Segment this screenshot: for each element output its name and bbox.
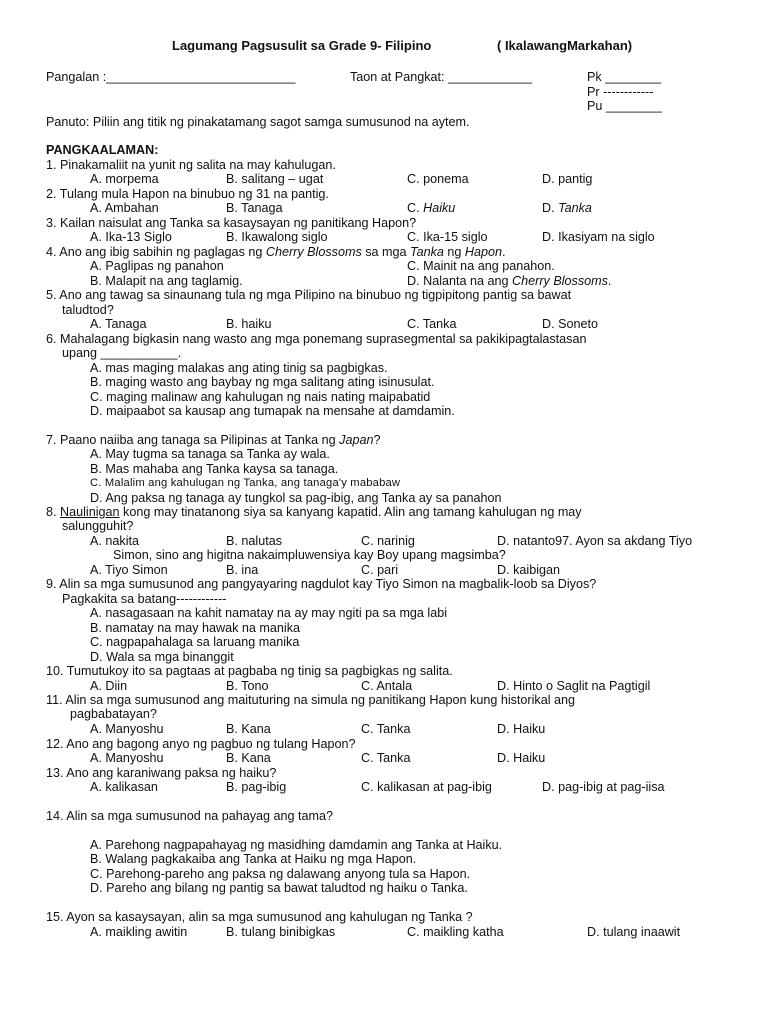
q3-choice-a: A. Ika-13 Siglo [90,230,172,244]
q3-choice-c: C. Ika-15 siglo [407,230,488,244]
question-2: 2. Tulang mula Hapon na binubuo ng 31 na pantig. [46,187,329,201]
q7-choice-c: C. Malalim ang kahulugan ng Tanka, ang tanaga'y mababaw [90,477,401,489]
q12-choice-a: A. Manyoshu [90,751,164,765]
question-15: 15. Ayon sa kasaysayan, alin sa mga sumusunod ang kahulugan ng Tanka ? [46,910,473,924]
q2-choice-c: C. Haiku [407,201,456,215]
question-7: 7. Paano naiiba ang tanaga sa Pilipinas at Tanka ng Japan? [46,433,381,447]
q9-choice-d: D. Wala sa mga binanggit [90,650,234,664]
tiyo-simon-choice-b: B. ina [226,563,259,577]
exam-title: Lagumang Pagsusulit sa Grade 9- Filipino [172,38,432,53]
q2-choice-b: B. Tanaga [226,201,283,215]
q14-choice-c: C. Parehong-pareho ang paksa ng dalawang anyong tula sa Hapon. [90,867,471,881]
question-8: 8. Naulinigan kong may tinatanong siya sa kanyang kapatid. Alin ang tamang kahulugan ng may [46,505,582,519]
q13-choice-b: B. pag-ibig [226,780,287,794]
tiyo-simon-question-cont: Simon, sino ang higitna nakaimpluwensiya kay Boy upang magsimba? [113,548,506,562]
tiyo-simon-choice-a: A. Tiyo Simon [90,563,168,577]
q7-choice-b: B. Mas mahaba ang Tanka kaysa sa tanaga. [90,462,339,476]
year-section-field: Taon at Pangkat: ____________ [350,70,533,84]
q6-choice-b: B. maging wasto ang baybay ng mga salitang ating isinusulat. [90,375,435,389]
tiyo-simon-choice-d: D. kaibigan [497,563,561,577]
q12-choice-b: B. Kana [226,751,271,765]
exam-quarter: ( IkalawangMarkahan) [497,38,633,53]
question-13: 13. Ano ang karaniwang paksa ng haiku? [46,766,277,780]
score-pu: Pu ________ [587,99,662,113]
question-9: 9. Alin sa mga sumusunod ang pangyayaring nagdulot kay Tiyo Simon na magbalik-loob sa Diyos? [46,577,597,591]
q8-choice-b: B. nalutas [226,534,283,548]
q9-choice-b: B. namatay na may hawak na manika [90,621,301,635]
q10-choice-a: A. Diin [90,679,128,693]
question-6-cont: upang ___________. [62,346,182,360]
question-9-cont: Pagkakita sa batang------------ [62,592,227,606]
q10-choice-d: D. Hinto o Saglit na Pagtigil [497,679,651,693]
q15-choice-d: D. tulang inaawit [587,925,681,939]
q15-choice-b: B. tulang binibigkas [226,925,336,939]
q12-choice-d: D. Haiku [497,751,546,765]
q11-choice-b: B. Kana [226,722,271,736]
question-3: 3. Kailan naisulat ang Tanka sa kasaysayan ng panitikang Hapon? [46,216,417,230]
q5-choice-b: B. haiku [226,317,272,331]
q5-choice-a: A. Tanaga [90,317,147,331]
question-1: 1. Pinakamaliit na yunit ng salita na may kahulugan. [46,158,336,172]
q10-choice-b: B. Tono [226,679,269,693]
score-pk: Pk ________ [587,70,662,84]
question-5-cont: taludtod? [62,303,114,317]
question-4: 4. Ano ang ibig sabihin ng paglagas ng Cherry Blossoms sa mga Tanka ng Hapon. [46,245,506,259]
q14-choice-b: B. Walang pagkakaiba ang Tanka at Haiku ng mga Hapon. [90,852,417,866]
q3-choice-b: B. Ikawalong siglo [226,230,328,244]
q1-choice-a: A. morpema [90,172,159,186]
q11-choice-c: C. Tanka [361,722,411,736]
question-14: 14. Alin sa mga sumusunod na pahayag ang tama? [46,809,334,823]
q6-choice-a: A. mas maging malakas ang ating tinig sa pagbigkas. [90,361,388,375]
q3-choice-d: D. Ikasiyam na siglo [542,230,655,244]
q4-choice-a: A. Paglipas ng panahon [90,259,224,273]
q1-choice-d: D. pantig [542,172,593,186]
name-field: Pangalan :___________________________ [46,70,296,84]
q10-choice-c: C. Antala [361,679,413,693]
tiyo-simon-choice-c: C. pari [361,563,399,577]
q7-choice-d: D. Ang paksa ng tanaga ay tungkol sa pag-ibig, ang Tanka ay sa panahon [90,491,502,505]
question-5: 5. Ano ang tawag sa sinaunang tula ng mga Pilipino na binubuo ng tigpipitong pantig sa bawat [46,288,572,302]
q4-choice-c: C. Mainit na ang panahon. [407,259,555,273]
q13-choice-d: D. pag-ibig at pag-iisa [542,780,665,794]
question-10: 10. Tumutukoy ito sa pagtaas at pagbaba ng tinig sa pagbigkas ng salita. [46,664,453,678]
q4-choice-d: D. Nalanta na ang Cherry Blossoms. [407,274,612,288]
q13-choice-c: C. kalikasan at pag-ibig [361,780,492,794]
q2-choice-a: A. Ambahan [90,201,159,215]
q8-choice-a: A. nakita [90,534,140,548]
question-11: 11. Alin sa mga sumusunod ang maituturing na simula ng panitikang Hapon kung historikal ang [46,693,576,707]
q1-choice-c: C. ponema [407,172,469,186]
q5-choice-c: C. Tanka [407,317,457,331]
score-pr: Pr ------------ [587,85,654,99]
q9-choice-a: A. nasagasaan na kahit namatay na ay may ngiti pa sa mga labi [90,606,448,620]
q8-choice-c: C. narinig [361,534,415,548]
question-12: 12. Ano ang bagong anyo ng pagbuo ng tulang Hapon? [46,737,356,751]
q5-choice-d: D. Soneto [542,317,599,331]
section-title: PANGKAALAMAN: [46,143,159,157]
instructions: Panuto: Piliin ang titik ng pinakatamang sagot samga sumusunod na aytem. [46,115,470,129]
question-6: 6. Mahalagang bigkasin nang wasto ang mga ponemang suprasegmental sa pakikipagtalastasan [46,332,587,346]
question-11-cont: pagbabatayan? [70,707,157,721]
q9-choice-c: C. nagpapahalaga sa laruang manika [90,635,300,649]
q12-choice-c: C. Tanka [361,751,411,765]
q14-choice-d: D. Pareho ang bilang ng pantig sa bawat taludtod ng haiku o Tanka. [90,881,468,895]
q14-choice-a: A. Parehong nagpapahayag ng masidhing damdamin ang Tanka at Haiku. [90,838,503,852]
q2-choice-d: D. Tanka [542,201,592,215]
q6-choice-d: D. maipaabot sa kausap ang tumapak na mensahe at damdamin. [90,404,455,418]
q6-choice-c: C. maging malinaw ang kahulugan ng nais nating maipabatid [90,390,431,404]
q15-choice-a: A. maikling awitin [90,925,188,939]
q4-choice-b: B. Malapit na ang taglamig. [90,274,243,288]
q1-choice-b: B. salitang – ugat [226,172,324,186]
q15-choice-c: C. maikling katha [407,925,504,939]
q11-choice-d: D. Haiku [497,722,546,736]
q8-choice-d: D. natanto97. Ayon sa akdang Tiyo [497,534,693,548]
q7-choice-a: A. May tugma sa tanaga sa Tanka ay wala. [90,447,330,461]
question-8-cont: salungguhit? [62,519,134,533]
q13-choice-a: A. kalikasan [90,780,158,794]
q11-choice-a: A. Manyoshu [90,722,164,736]
